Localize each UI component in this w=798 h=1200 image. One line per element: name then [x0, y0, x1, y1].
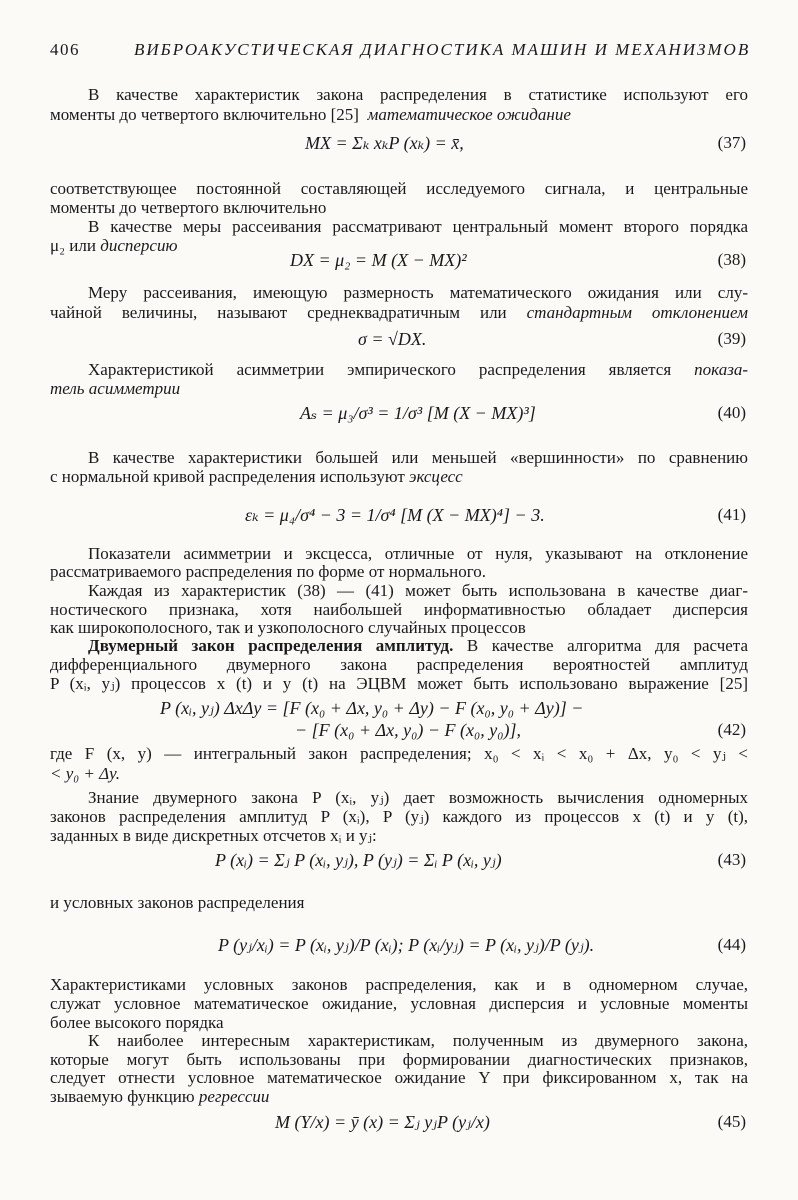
page-number: 406 — [50, 40, 80, 59]
equation-number-43: (43) — [717, 850, 746, 869]
equation-39: σ = √DX. — [358, 329, 427, 349]
text-line: Характеристикой асимметрии эмпирического распределения является показа- — [88, 360, 748, 379]
text-line: с нормальной кривой распределения используют эксцесс — [50, 467, 463, 486]
text-line: В качестве характеристики большей или меньшей «вершинности» по сравнению — [88, 448, 748, 467]
equation-45: M (Y/x) = ȳ (x) = Σⱼ yⱼP (yⱼ/x) — [275, 1112, 490, 1132]
equation-number-37: (37) — [717, 133, 746, 152]
text-line: Знание двумерного закона P (xᵢ, yⱼ) дает возможность вычисления одномерных — [88, 788, 748, 807]
text-line: тель асимметрии — [50, 379, 181, 398]
text-line: μ₂ или дисперсию — [50, 236, 178, 255]
text-line: Показатели асимметрии и эксцесса, отличные от нуля, указывают на отклонение — [88, 544, 748, 563]
text-line: рассматриваемого распределения по форме от нормального. — [50, 562, 486, 581]
text-line: дифференциального двумерного закона распределения вероятностей амплитуд — [50, 655, 748, 674]
text-line: моменты до четвертого включительно [25] математическое ожидание — [50, 105, 571, 124]
text-line: служат условное математическое ожидание, условная дисперсия и условные моменты — [50, 994, 748, 1013]
equation-number-40: (40) — [717, 403, 746, 422]
text-line: В качестве характеристик закона распределения в статистике используют его — [88, 85, 748, 104]
text-line: более высокого порядка — [50, 1013, 224, 1032]
text-line: зываемую функцию регрессии — [50, 1087, 270, 1106]
equation-37: MX = Σₖ xₖP (xₖ) = x̄, — [305, 133, 464, 153]
text-line: и условных законов распределения — [50, 893, 305, 912]
text-line: законов распределения амплитуд P (xᵢ), P (yⱼ) каждого из процессов x (t) и y (t), — [50, 807, 748, 826]
equation-40: Aₛ = μ₃/σ³ = 1/σ³ [M (X − MX)³] — [300, 403, 536, 423]
text-line: заданных в виде дискретных отсчетов xᵢ и yⱼ: — [50, 826, 377, 845]
equation-number-41: (41) — [717, 505, 746, 524]
section-heading: Двумерный закон распределения амплитуд. — [88, 636, 454, 655]
text-line: Характеристиками условных законов распределения, как и в одномерном случае, — [50, 975, 748, 994]
equation-41: εₖ = μ₄/σ⁴ − 3 = 1/σ⁴ [M (X − MX)⁴] − 3. — [245, 505, 545, 525]
text-line: которые могут быть использованы при формировании диагностических признаков, — [50, 1050, 748, 1069]
equation-43: P (xᵢ) = Σⱼ P (xᵢ, yⱼ), P (yⱼ) = Σᵢ P (xᵢ, yⱼ) — [215, 850, 502, 870]
text-line: P (xᵢ, yⱼ) процессов x (t) и y (t) на ЭЦВМ может быть использовано выражение [25] — [50, 674, 748, 693]
equation-42-line-1: P (xᵢ, yⱼ) ΔxΔy = [F (x₀ + Δx, y₀ + Δy) − F (x₀, y₀ + Δy)] − — [160, 698, 584, 718]
equation-number-44: (44) — [717, 935, 746, 954]
equation-number-39: (39) — [717, 329, 746, 348]
equation-number-45: (45) — [717, 1112, 746, 1131]
text-line: как широкополосного, так и узкополосного случайных процессов — [50, 618, 526, 637]
text-line: где F (x, y) — интегральный закон распределения; x₀ < xᵢ < x₀ + Δx, y₀ < yⱼ < — [50, 744, 748, 763]
text-line: Меру рассеивания, имеющую размерность математического ожидания или слу- — [88, 283, 748, 302]
text-line: В качестве меры рассеивания рассматривают центральный момент второго порядка — [88, 217, 748, 236]
equation-number-42: (42) — [717, 720, 746, 739]
text-line: чайной величины, называют среднеквадратичным или стандартным отклонением — [50, 303, 748, 322]
text-line: соответствующее постоянной составляющей исследуемого сигнала, и центральные — [50, 179, 748, 198]
equation-44: P (yⱼ/xᵢ) = P (xᵢ, yⱼ)/P (xᵢ); P (xᵢ/yⱼ) = P (xᵢ, yⱼ)/P (yⱼ). — [218, 935, 595, 955]
equation-38: DX = μ₂ = M (X − MX)² — [290, 250, 467, 270]
equation-42-line-2: − [F (x₀ + Δx, y₀) − F (x₀, y₀)], — [295, 720, 521, 740]
text-line: К наиболее интересным характеристикам, полученным из двумерного закона, — [88, 1031, 748, 1050]
text-line: моменты до четвертого включительно — [50, 198, 327, 217]
equation-number-38: (38) — [717, 250, 746, 269]
text-line: следует отнести условное математическое ожидание Y при фиксированном x, так на — [50, 1068, 748, 1087]
running-title: ВИБРОАКУСТИЧЕСКАЯ ДИАГНОСТИКА МАШИН И МЕХАНИЗМОВ — [134, 40, 751, 59]
text-line: ностического признака, хотя наибольшей информативностью обладает дисперсия — [50, 600, 748, 619]
text-line: Двумерный закон распределения амплитуд. В качестве алгоритма для расчета — [88, 636, 748, 655]
text-line: < y₀ + Δy. — [50, 764, 120, 783]
text-line: Каждая из характеристик (38) — (41) может быть использована в качестве диаг- — [88, 581, 748, 600]
